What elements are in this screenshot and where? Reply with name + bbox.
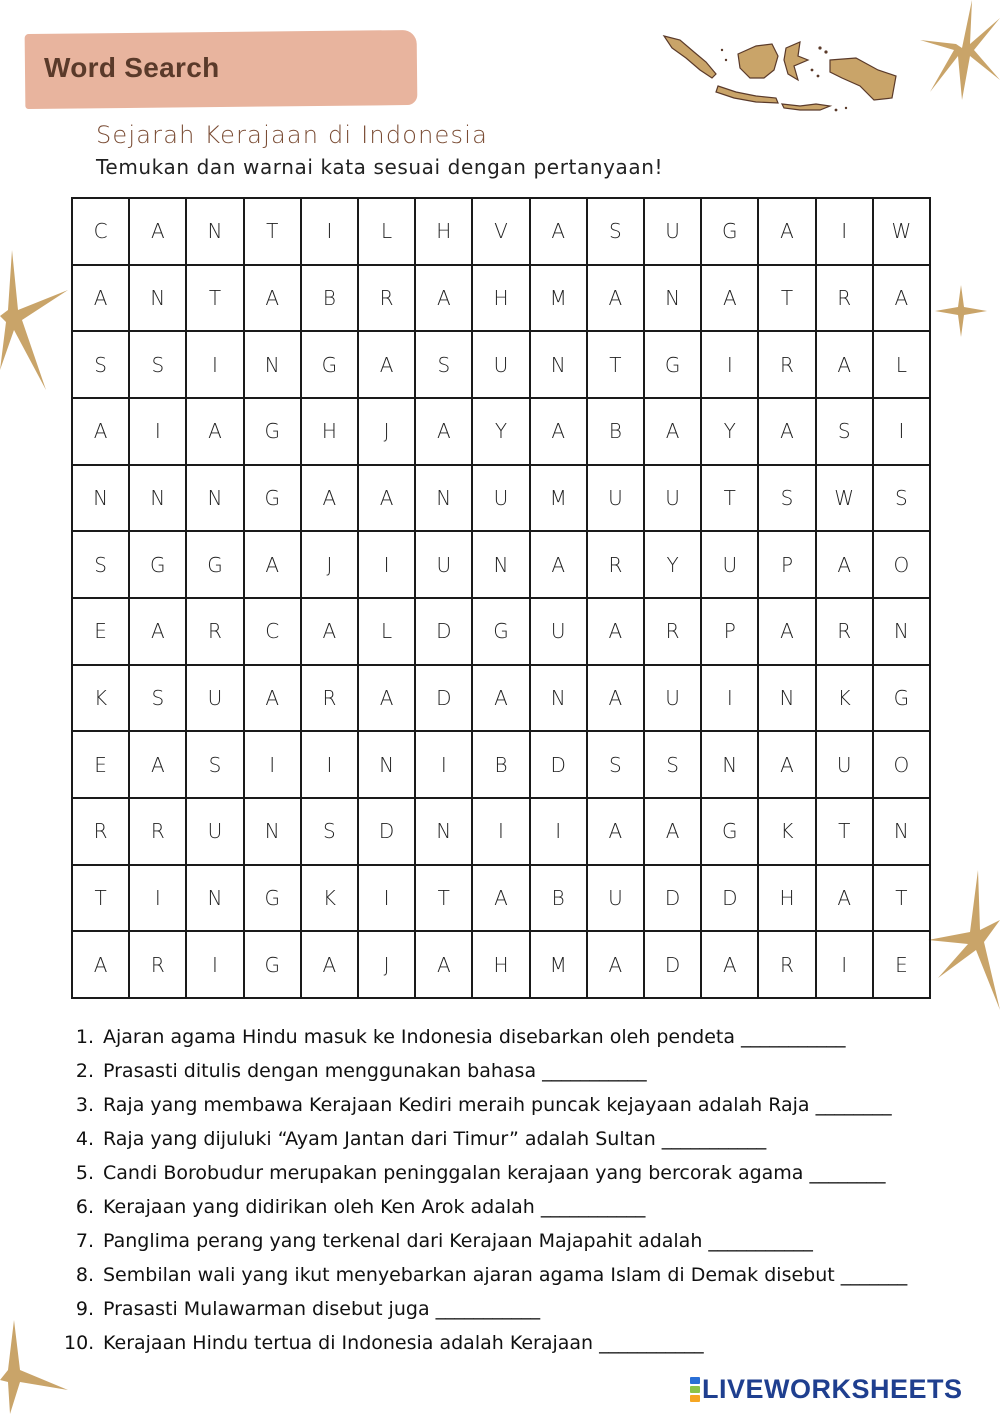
liveworksheets-logo[interactable]: [690, 1374, 963, 1405]
grid-cell[interactable]: U: [817, 732, 874, 799]
grid-cell[interactable]: S: [645, 732, 702, 799]
star-decoration-bottom-left-icon: [0, 1320, 70, 1414]
grid-cell[interactable]: N: [531, 666, 588, 733]
grid-cell[interactable]: T: [874, 866, 931, 933]
question-item: [64, 1258, 964, 1292]
grid-cell[interactable]: G: [645, 332, 702, 399]
grid-cell[interactable]: N: [702, 732, 759, 799]
grid-cell[interactable]: T: [416, 866, 473, 933]
question-number: 9.: [75, 1298, 94, 1320]
grid-cell[interactable]: W: [874, 199, 931, 266]
grid-cell[interactable]: N: [187, 866, 244, 933]
grid-cell[interactable]: N: [245, 799, 302, 866]
grid-cell[interactable]: P: [759, 532, 816, 599]
grid-cell[interactable]: W: [817, 466, 874, 533]
grid-cell[interactable]: S: [588, 732, 645, 799]
grid-cell[interactable]: I: [187, 332, 244, 399]
grid-cell[interactable]: B: [302, 266, 359, 333]
grid-cell[interactable]: A: [416, 266, 473, 333]
grid-cell[interactable]: L: [359, 199, 416, 266]
grid-cell[interactable]: N: [531, 332, 588, 399]
grid-cell[interactable]: G: [130, 532, 187, 599]
grid-cell[interactable]: G: [702, 799, 759, 866]
question-text: Raja yang dijuluki “Ayam Jantan dari Timur” adalah Sultan ___________: [103, 1128, 767, 1150]
grid-cell[interactable]: H: [473, 266, 530, 333]
grid-cell[interactable]: A: [817, 332, 874, 399]
star-decoration-small-right-icon: [935, 285, 987, 337]
grid-cell[interactable]: A: [473, 866, 530, 933]
question-text: Panglima perang yang terkenal dari Kerajaan Majapahit adalah ___________: [103, 1230, 813, 1252]
question-item: [64, 1326, 964, 1360]
question-number: 4.: [75, 1128, 94, 1150]
grid-cell[interactable]: I: [130, 399, 187, 466]
grid-cell[interactable]: R: [130, 799, 187, 866]
grid-cell[interactable]: E: [874, 932, 931, 999]
grid-cell[interactable]: I: [702, 332, 759, 399]
grid-cell[interactable]: S: [187, 732, 244, 799]
grid-cell[interactable]: A: [359, 332, 416, 399]
question-number: 5.: [75, 1162, 94, 1184]
grid-cell[interactable]: U: [531, 599, 588, 666]
grid-cell[interactable]: A: [759, 199, 816, 266]
grid-cell[interactable]: I: [302, 732, 359, 799]
grid-cell[interactable]: D: [416, 599, 473, 666]
grid-cell[interactable]: A: [245, 666, 302, 733]
grid-cell[interactable]: R: [359, 266, 416, 333]
grid-cell[interactable]: G: [245, 932, 302, 999]
banner-title: Word Search: [44, 52, 220, 83]
grid-cell[interactable]: L: [359, 599, 416, 666]
grid-cell[interactable]: A: [759, 399, 816, 466]
grid-cell[interactable]: U: [645, 466, 702, 533]
question-item: [64, 1292, 964, 1326]
grid-cell[interactable]: A: [73, 932, 130, 999]
question-number: 7.: [75, 1230, 94, 1252]
grid-cell[interactable]: A: [416, 399, 473, 466]
logo-text: LIVEWORKSHEETS: [702, 1374, 963, 1404]
grid-cell[interactable]: D: [359, 799, 416, 866]
question-number: 2.: [75, 1060, 94, 1082]
grid-cell[interactable]: S: [130, 332, 187, 399]
grid-cell[interactable]: P: [702, 599, 759, 666]
grid-cell[interactable]: I: [416, 732, 473, 799]
grid-cell[interactable]: E: [73, 599, 130, 666]
grid-cell[interactable]: S: [874, 466, 931, 533]
grid-cell[interactable]: D: [702, 866, 759, 933]
grid-cell[interactable]: U: [588, 466, 645, 533]
grid-cell[interactable]: A: [588, 599, 645, 666]
grid-cell[interactable]: K: [302, 866, 359, 933]
grid-cell[interactable]: A: [588, 266, 645, 333]
grid-cell[interactable]: K: [73, 666, 130, 733]
grid-cell[interactable]: Y: [645, 532, 702, 599]
grid-cell[interactable]: A: [588, 932, 645, 999]
question-item: [64, 1054, 964, 1088]
question-text: Kerajaan yang didirikan oleh Ken Arok adalah ___________: [103, 1196, 646, 1218]
grid-cell[interactable]: R: [817, 599, 874, 666]
grid-cell[interactable]: G: [302, 332, 359, 399]
instruction-text: Temukan dan warnai kata sesuai dengan pertanyaan!: [96, 155, 664, 179]
grid-cell[interactable]: N: [187, 199, 244, 266]
grid-cell[interactable]: A: [817, 532, 874, 599]
grid-cell[interactable]: U: [645, 666, 702, 733]
grid-cell[interactable]: U: [645, 199, 702, 266]
grid-cell[interactable]: D: [645, 932, 702, 999]
grid-cell[interactable]: J: [359, 932, 416, 999]
question-text: Kerajaan Hindu tertua di Indonesia adalah Kerajaan ___________: [103, 1332, 704, 1354]
grid-cell[interactable]: N: [187, 466, 244, 533]
grid-cell[interactable]: O: [874, 732, 931, 799]
grid-cell[interactable]: S: [302, 799, 359, 866]
grid-cell[interactable]: I: [817, 199, 874, 266]
grid-cell[interactable]: N: [416, 466, 473, 533]
grid-cell[interactable]: A: [416, 932, 473, 999]
grid-cell[interactable]: A: [73, 399, 130, 466]
question-number: 10.: [64, 1332, 95, 1354]
grid-cell[interactable]: R: [73, 799, 130, 866]
grid-cell[interactable]: N: [874, 599, 931, 666]
grid-cell[interactable]: G: [187, 532, 244, 599]
question-text: Candi Borobudur merupakan peninggalan kerajaan yang bercorak agama ________: [103, 1162, 886, 1184]
grid-cell[interactable]: A: [359, 466, 416, 533]
grid-cell[interactable]: U: [187, 666, 244, 733]
grid-cell[interactable]: U: [187, 799, 244, 866]
grid-cell[interactable]: A: [817, 866, 874, 933]
grid-cell[interactable]: T: [187, 266, 244, 333]
question-text: Prasasti Mulawarman disebut juga ___________: [103, 1298, 541, 1320]
grid-cell[interactable]: N: [130, 466, 187, 533]
grid-cell[interactable]: A: [130, 199, 187, 266]
grid-cell[interactable]: I: [187, 932, 244, 999]
grid-cell[interactable]: A: [702, 932, 759, 999]
grid-cell[interactable]: D: [416, 666, 473, 733]
grid-cell[interactable]: C: [73, 199, 130, 266]
grid-cell[interactable]: I: [302, 199, 359, 266]
grid-cell[interactable]: A: [588, 666, 645, 733]
question-item: [64, 1190, 964, 1224]
grid-cell[interactable]: R: [645, 599, 702, 666]
grid-cell[interactable]: D: [645, 866, 702, 933]
grid-cell[interactable]: I: [473, 799, 530, 866]
grid-cell[interactable]: U: [416, 532, 473, 599]
grid-cell[interactable]: A: [130, 732, 187, 799]
grid-cell[interactable]: H: [473, 932, 530, 999]
grid-cell[interactable]: D: [531, 732, 588, 799]
question-item: [64, 1020, 964, 1054]
grid-cell[interactable]: N: [473, 532, 530, 599]
grid-cell[interactable]: G: [245, 399, 302, 466]
grid-cell[interactable]: A: [645, 399, 702, 466]
grid-cell[interactable]: A: [302, 932, 359, 999]
grid-cell[interactable]: A: [759, 732, 816, 799]
grid-cell[interactable]: G: [245, 866, 302, 933]
grid-cell[interactable]: R: [817, 266, 874, 333]
grid-cell[interactable]: N: [645, 266, 702, 333]
grid-cell[interactable]: B: [473, 732, 530, 799]
grid-cell[interactable]: B: [531, 866, 588, 933]
grid-cell[interactable]: A: [759, 599, 816, 666]
grid-cell[interactable]: M: [531, 466, 588, 533]
grid-cell[interactable]: I: [130, 866, 187, 933]
grid-cell[interactable]: H: [759, 866, 816, 933]
grid-cell[interactable]: S: [73, 332, 130, 399]
grid-cell[interactable]: G: [473, 599, 530, 666]
question-number: 8.: [75, 1264, 94, 1286]
grid-cell[interactable]: H: [416, 199, 473, 266]
question-text: Sembilan wali yang ikut menyebarkan ajaran agama Islam di Demak disebut _______: [103, 1264, 908, 1286]
grid-cell[interactable]: R: [130, 932, 187, 999]
grid-cell[interactable]: N: [73, 466, 130, 533]
grid-cell[interactable]: Y: [473, 399, 530, 466]
grid-cell[interactable]: A: [302, 599, 359, 666]
grid-cell[interactable]: I: [531, 799, 588, 866]
grid-cell[interactable]: R: [187, 599, 244, 666]
grid-cell[interactable]: E: [73, 732, 130, 799]
grid-cell[interactable]: S: [416, 332, 473, 399]
grid-cell[interactable]: R: [759, 932, 816, 999]
grid-cell[interactable]: A: [359, 666, 416, 733]
grid-cell[interactable]: I: [359, 532, 416, 599]
grid-cell[interactable]: T: [73, 866, 130, 933]
grid-cell[interactable]: T: [245, 199, 302, 266]
grid-cell[interactable]: A: [473, 666, 530, 733]
grid-cell[interactable]: I: [245, 732, 302, 799]
grid-cell[interactable]: L: [874, 332, 931, 399]
star-decoration-top-right-icon: [900, 0, 1000, 100]
page-subtitle: Sejarah Kerajaan di Indonesia: [96, 121, 488, 149]
grid-cell[interactable]: U: [702, 532, 759, 599]
grid-cell[interactable]: A: [588, 799, 645, 866]
question-item: [64, 1224, 964, 1258]
question-item: [64, 1088, 964, 1122]
grid-cell[interactable]: J: [302, 532, 359, 599]
grid-cell[interactable]: J: [359, 399, 416, 466]
grid-cell[interactable]: K: [817, 666, 874, 733]
grid-cell[interactable]: K: [759, 799, 816, 866]
grid-cell[interactable]: M: [531, 932, 588, 999]
grid-cell[interactable]: B: [588, 399, 645, 466]
grid-cell[interactable]: S: [817, 399, 874, 466]
star-decoration-left-icon: [0, 250, 70, 390]
grid-cell[interactable]: U: [588, 866, 645, 933]
grid-cell[interactable]: S: [73, 532, 130, 599]
grid-cell[interactable]: S: [759, 466, 816, 533]
grid-cell[interactable]: T: [759, 266, 816, 333]
question-item: [64, 1156, 964, 1190]
grid-cell[interactable]: A: [302, 466, 359, 533]
grid-cell[interactable]: T: [588, 332, 645, 399]
grid-cell[interactable]: A: [531, 199, 588, 266]
liveworksheets-logo-icon: [690, 1376, 700, 1403]
question-number: 1.: [75, 1026, 94, 1048]
grid-cell[interactable]: G: [874, 666, 931, 733]
grid-cell[interactable]: M: [531, 266, 588, 333]
question-list: [64, 1020, 964, 1360]
grid-cell[interactable]: N: [245, 332, 302, 399]
question-number: 6.: [75, 1196, 94, 1218]
grid-cell[interactable]: A: [187, 399, 244, 466]
grid-cell[interactable]: S: [588, 199, 645, 266]
question-number: 3.: [75, 1094, 94, 1116]
star-decoration-bottom-right-icon: [928, 870, 1000, 1010]
grid-cell[interactable]: A: [645, 799, 702, 866]
grid-cell[interactable]: R: [302, 666, 359, 733]
grid-cell[interactable]: I: [817, 932, 874, 999]
grid-cell[interactable]: O: [874, 532, 931, 599]
grid-cell[interactable]: R: [588, 532, 645, 599]
question-item: [64, 1122, 964, 1156]
grid-cell[interactable]: A: [130, 599, 187, 666]
grid-cell[interactable]: N: [130, 266, 187, 333]
word-search-grid: [71, 197, 931, 999]
grid-cell[interactable]: T: [702, 466, 759, 533]
grid-cell[interactable]: N: [416, 799, 473, 866]
grid-cell[interactable]: S: [130, 666, 187, 733]
grid-cell[interactable]: I: [359, 866, 416, 933]
grid-cell[interactable]: U: [473, 466, 530, 533]
indonesia-map-icon: [660, 30, 900, 120]
grid-cell[interactable]: T: [817, 799, 874, 866]
question-text: Prasasti ditulis dengan menggunakan bahasa ___________: [103, 1060, 647, 1082]
grid-cell[interactable]: A: [531, 532, 588, 599]
grid-cell[interactable]: Y: [702, 399, 759, 466]
grid-cell[interactable]: A: [73, 266, 130, 333]
grid-cell[interactable]: G: [702, 199, 759, 266]
question-text: Ajaran agama Hindu masuk ke Indonesia disebarkan oleh pendeta ___________: [103, 1026, 846, 1048]
grid-cell[interactable]: A: [702, 266, 759, 333]
grid-cell[interactable]: C: [245, 599, 302, 666]
grid-cell[interactable]: N: [759, 666, 816, 733]
grid-cell[interactable]: G: [245, 466, 302, 533]
grid-cell[interactable]: A: [245, 532, 302, 599]
grid-cell[interactable]: H: [302, 399, 359, 466]
grid-cell[interactable]: A: [874, 266, 931, 333]
grid-cell[interactable]: V: [473, 199, 530, 266]
grid-cell[interactable]: N: [874, 799, 931, 866]
grid-cell[interactable]: I: [874, 399, 931, 466]
grid-cell[interactable]: A: [531, 399, 588, 466]
grid-cell[interactable]: U: [473, 332, 530, 399]
grid-cell[interactable]: I: [702, 666, 759, 733]
grid-cell[interactable]: A: [245, 266, 302, 333]
grid-cell[interactable]: N: [359, 732, 416, 799]
question-text: Raja yang membawa Kerajaan Kediri meraih puncak kejayaan adalah Raja ________: [103, 1094, 892, 1116]
grid-cell[interactable]: R: [759, 332, 816, 399]
